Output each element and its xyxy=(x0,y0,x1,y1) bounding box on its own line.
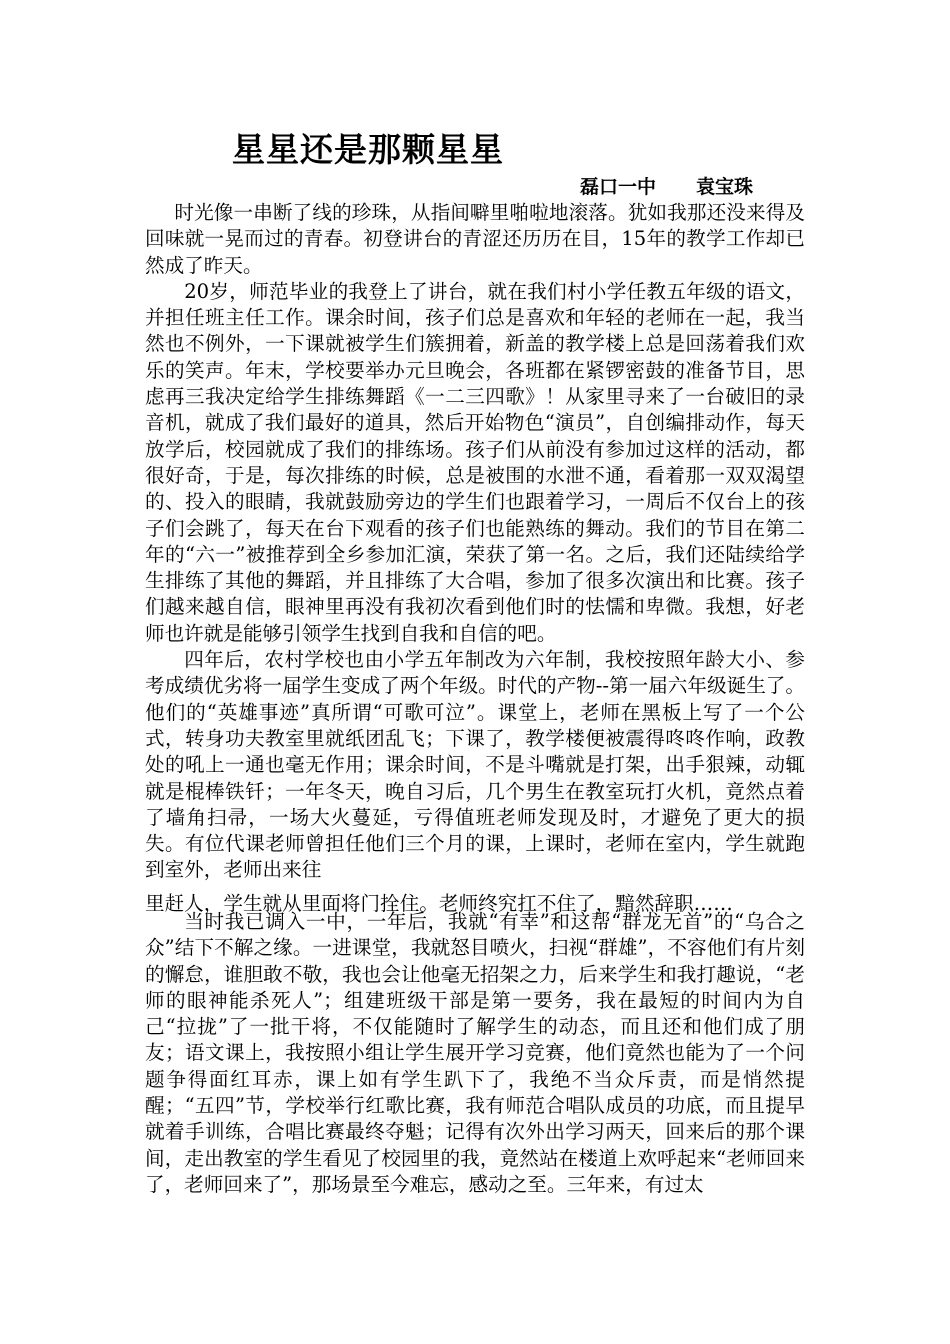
paragraph-4: 当时我已调入一中，一年后，我就“有幸”和这帮“群龙无首”的“乌合之众”结下不解之缘。一进课堂，我就怒目喷火，扫视“群雄”，不容他们有片刻的懈怠，谁胆敢不敬，我也会让他毫无招架之力，后来学生和我打趣说，“老师的眼神能杀死人”；组建班级干部是第一要务，我在最短的时间内为自己“拉拢”了一批干将，不仅能随时了解学生的动态，而且还和他们成了朋友；语文课上，我按照小组让学生展开学习竞赛，他们竟然也能为了一个问题争得面红耳赤，课上如有学生趴下了，我绝不当众斥责，而是悄然提醒；“五四”节，学校举行红歌比赛，我有师范合唱队成员的功底，而且提早就着手训练，合唱比赛最终夺魁；记得有次外出学习两天，回来后的那个课间，走出教室的学生看见了校园里的我，竟然站在楼道上欢呼起来“老师回来了，老师回来了”，那场景至今难忘，感动之至。三年来，有过太 xyxy=(145,910,805,1196)
paragraph-1: 时光像一串断了线的珍珠，从指间噼里啪啦地滚落。犹如我那还没来得及回味就一晃而过的青春。初登讲台的青涩还历历在目，15年的教学工作却已然成了昨天。 xyxy=(145,201,805,277)
paragraph-2: 20岁，师范毕业的我登上了讲台，就在我们村小学任教五年级的语文，并担任班主任工作。课余时间，孩子们总是喜欢和年轻的老师在一起，我当然也不例外，一下课就被学生们簇拥着，新盖的教学楼上总是回荡着我们欢乐的笑声。年末，学校要举办元旦晚会，各班都在紧锣密鼓的准备节目，思虑再三我决定给学生排练舞蹈《一二三四歌》！从家里寻来了一台破旧的录音机，就成了我们最好的道具，然后开始物色“演员”，自创编排动作，每天放学后，校园就成了我们的排练场。孩子们从前没有参加过这样的活动，都很好奇，于是，每次排练的时候，总是被围的水泄不通，看着那一双双渴望的、投入的眼睛，我就鼓励旁边的学生们也跟着学习，一周后不仅台上的孩子们会跳了，每天在台下观看的孩子们也能熟练的舞动。我们的节目在第二年的“六一”被推荐到全乡参加汇演，荣获了第一名。之后，我们还陆续给学生排练了其他的舞蹈，并且排练了大合唱，参加了很多次演出和比赛。孩子们越来越自信，眼神里再没有我初次看到他们时的怯懦和卑微。我想，好老师也许就是能够引领学生找到自我和自信的吧。 xyxy=(145,279,805,645)
byline-author: 袁宝珠 xyxy=(696,176,754,198)
article-title: 星星还是那颗星星 xyxy=(232,130,504,169)
paragraph-3-tail: 里赶人，学生就从里面将门拴住。老师终究扛不住了，黯然辞职…… xyxy=(145,891,733,915)
byline xyxy=(580,175,753,199)
paragraph-3 xyxy=(145,647,805,917)
paragraph-3-text: 四年后，农村学校也由小学五年制改为六年制，我校按照年龄大小、参考成绩优劣将一届学生变成了两个年级。时代的产物--第一届六年级诞生了。他们的“英雄事迹”真所谓“可歌可泣”。课堂上，老师在黑板上写了一个公式，转身功夫教室里就纸团乱飞；下课了，教学楼便被震得咚咚作响，政教处的吼上一通也毫无作用；课余时间，不是斗嘴就是打架，出手狠辣，动辄就是棍棒铁钎；一年冬天，晚自习后，几个男生在教室玩打火机，竟然点着了墙角扫帚，一场大火蔓延，亏得值班老师发现及时，才避免了更大的损失。有位代课老师曾担任他们三个月的课，上课时，老师在室内，学生就跑到室外，老师出来往 xyxy=(145,648,805,882)
article-body-continued xyxy=(145,909,805,1198)
byline-school: 磊口一中 xyxy=(580,176,657,198)
article-body xyxy=(145,200,805,917)
